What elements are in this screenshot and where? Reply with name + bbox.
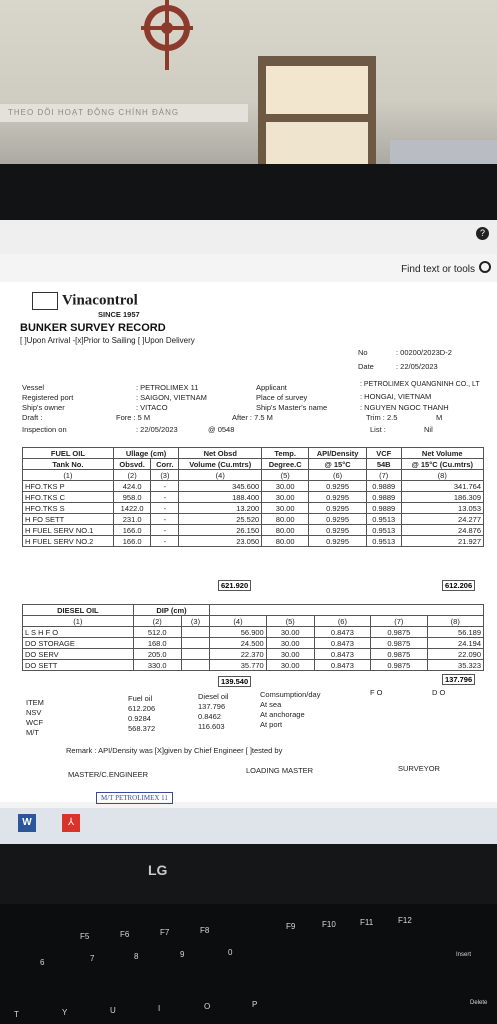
table-cell [181,627,210,638]
summary-value: Fuel oil [128,694,153,703]
key-0: 0 [228,948,233,957]
table-cell: 35.770 [210,660,266,671]
table-cell: 0.9889 [366,503,401,514]
key-i: I [158,1004,161,1013]
draft-label: Draft : [22,413,43,422]
search-icon [479,261,491,273]
table-cell: - [151,492,179,503]
summary-value: 612.206 [128,704,156,713]
table-cell: - [151,525,179,536]
table-cell: 0.9295 [309,492,367,503]
table-cell: 0.9513 [366,525,401,536]
no-label: No [358,348,368,357]
index-cell: (5) [266,616,314,627]
index-cell: (3) [151,470,179,481]
table-cell: 26.150 [179,525,262,536]
do-label: D O [432,688,446,697]
monitor-bezel [0,164,497,220]
table-cell: 186.309 [401,492,483,503]
table-cell: 231.0 [113,514,151,525]
table-cell: 0.9875 [371,660,427,671]
table-header-cell: 54B [366,459,401,470]
table-cell: 23.050 [179,536,262,547]
index-cell: (1) [23,616,134,627]
key-8: 8 [134,952,139,961]
table-header-cell: Ullage (cm) [113,448,179,459]
summary-items [26,698,44,738]
table-cell: H FO SETT [23,514,114,525]
diesel-oil-table [22,604,484,671]
key-delete: Delete [470,1000,488,1006]
summary-label: M/T [26,728,39,737]
table-cell: 80.00 [262,536,309,547]
table-cell: 0.9875 [371,649,427,660]
fo-label: F O [370,688,383,697]
help-circle-icon[interactable]: ? [476,227,489,240]
table-header-cell: Tank No. [23,459,114,470]
table-cell: 24.876 [401,525,483,536]
window [258,56,376,168]
find-tools-button[interactable] [401,260,491,275]
key-f6: F6 [120,930,130,939]
index-cell: (6) [309,470,367,481]
key-6: 6 [40,958,45,967]
master-value: : NGUYEN NGOC THANH [360,403,449,412]
index-cell: (2) [113,470,151,481]
summary-value: At port [260,720,283,729]
signature-surveyor: SURVEYOR [398,764,440,773]
trim-label: Trim : 2.5 [366,413,398,422]
table-cell: 25.520 [179,514,262,525]
table-row [23,481,484,492]
table-header-row [23,605,484,616]
key-p: P [252,1000,258,1009]
key-f12: F12 [398,916,412,925]
table-row [23,660,484,671]
table-cell: 30.00 [262,481,309,492]
table-cell: 0.8473 [314,638,370,649]
key-7: 7 [90,954,95,963]
summary-value: Diesel oil [198,692,229,701]
table-row [23,503,484,514]
signature-loading: LOADING MASTER [246,766,314,775]
table-cell: 0.9889 [366,492,401,503]
summary-label: NSV [26,708,42,717]
table-row [23,638,484,649]
summary-label: ITEM [26,698,44,707]
table-cell: HFO.TKS P [23,481,114,492]
summary-value: At anchorage [260,710,305,719]
do-total-net: 137.796 [442,674,475,685]
table-cell: 330.0 [133,660,181,671]
summary-value: 0.9284 [128,714,151,723]
taskbar [0,808,497,844]
ship-wheel-decoration [136,0,198,70]
table-cell: HFO.TKS C [23,492,114,503]
table-cell: 424.0 [113,481,151,492]
table-cell [181,660,210,671]
port-label: Registered port [22,393,74,402]
index-cell: (4) [210,616,266,627]
table-cell: 0.9295 [309,481,367,492]
table-index-row [23,616,484,627]
table-cell: H FUEL SERV NO.2 [23,536,114,547]
room-background [0,0,497,168]
table-header-cell: Degree.C [262,459,309,470]
index-cell: (6) [314,616,370,627]
table-header-cell: DIP (cm) [133,605,210,616]
table-cell: 21.927 [401,536,483,547]
table-cell: H FUEL SERV NO.1 [23,525,114,536]
table-cell: 205.0 [133,649,181,660]
table-header-row [23,459,484,470]
index-cell: (3) [181,616,210,627]
table-cell: 345.600 [179,481,262,492]
index-cell: (1) [23,470,114,481]
fuel-oil-summary [128,694,155,734]
document-page [0,282,497,802]
table-index-row [23,470,484,481]
do-total-obsd: 139.540 [218,676,251,687]
table-row [23,514,484,525]
table-cell: 0.9295 [309,514,367,525]
table-cell: 30.00 [266,649,314,660]
table-cell: 24.277 [401,514,483,525]
table-cell: DO SETT [23,660,134,671]
summary-value: 116.603 [198,722,225,731]
remark: Remark : API/Density was [X]given by Chief Engineer [ ]tested by [66,746,283,755]
table-row [23,627,484,638]
table-cell: 0.9875 [371,627,427,638]
table-header-cell: Corr. [151,459,179,470]
table-cell: 24.500 [210,638,266,649]
index-cell: (8) [427,616,483,627]
table-cell: 22.090 [427,649,483,660]
place-value: : HONGAI, VIETNAM [360,392,432,401]
table-cell: 512.0 [133,627,181,638]
vessel-value: : PETROLIMEX 11 [136,383,199,392]
draft-after-value: After : 7.5 M [232,413,273,422]
owner-label: Ship's owner [22,403,65,412]
table-cell: 166.0 [113,525,151,536]
table-cell: - [151,514,179,525]
table-row [23,492,484,503]
consumption-summary [260,690,320,730]
table-cell: - [151,503,179,514]
no-value: : 00200/2023D-2 [396,348,452,357]
port-value: : SAIGON, VIETNAM [136,393,207,402]
table-row [23,525,484,536]
table-cell: L S H F O [23,627,134,638]
inspection-label: Inspection on [22,425,67,434]
table-header-cell: API/Density [309,448,367,459]
acrobat-icon[interactable]: ⅄ [62,814,80,832]
table-cell: 0.9295 [309,503,367,514]
fuel-oil-table [22,447,484,547]
ship-stamp: M/T PETROLIMEX 11 [96,792,173,804]
table-cell: 22.370 [210,649,266,660]
table-cell: 188.400 [179,492,262,503]
key-9: 9 [180,950,185,959]
index-cell: (2) [133,616,181,627]
index-cell: (7) [371,616,427,627]
trim-unit: M [436,413,443,422]
table-cell: 30.00 [266,627,314,638]
table-cell: 30.00 [266,660,314,671]
vinacontrol-logo: Vinacontrol [32,292,138,310]
table-cell: 13.053 [401,503,483,514]
table-cell: 0.9875 [371,638,427,649]
logo-mark-icon [32,292,58,310]
table-cell: 168.0 [133,638,181,649]
date-label: Date [358,362,374,371]
table-header-cell: Volume (Cu.mtrs) [179,459,262,470]
table-cell: DO SERV [23,649,134,660]
key-f10: F10 [322,920,336,929]
inspection-date: : 22/05/2023 [136,425,178,434]
table-cell: 30.00 [262,492,309,503]
pdf-viewer-screen [0,220,497,828]
list-label: List : [370,425,386,434]
table-cell: 13.200 [179,503,262,514]
applicant-label: Applicant [256,383,287,392]
document-title: BUNKER SURVEY RECORD [20,322,166,334]
table-cell: 35.323 [427,660,483,671]
table-cell: 80.00 [262,514,309,525]
table-header-cell: @ 15°C [309,459,367,470]
logo-since: SINCE 1957 [98,310,140,319]
signature-master: MASTER/C.ENGINEER [68,770,149,779]
index-cell: (5) [262,470,309,481]
table-cell: 1422.0 [113,503,151,514]
table-cell: 166.0 [113,536,151,547]
wall-sign: THEO DÕI HOẠT ĐỘNG CHÍNH ĐÀNG [0,104,248,122]
table-header-cell: Net Obsd [179,448,262,459]
table-row [23,649,484,660]
place-label: Place of survey [256,393,308,402]
master-label: Ship's Master's name [256,403,328,412]
key-y: Y [62,1008,68,1017]
date-value: : 22/05/2023 [396,362,438,371]
table-cell: 0.9889 [366,481,401,492]
table-cell: 0.9513 [366,514,401,525]
index-cell: (7) [366,470,401,481]
summary-label: WCF [26,718,44,727]
table-cell: 958.0 [113,492,151,503]
viewer-toolbar [0,220,497,254]
fo-total-obsd: 621.920 [218,580,251,591]
key-u: U [110,1006,116,1015]
owner-value: : VITACO [136,403,168,412]
summary-value: 137.796 [198,702,226,711]
find-tools-label: Find text or tools [401,264,475,275]
key-t: T [14,1010,19,1019]
table-cell: 0.9295 [309,525,367,536]
table-cell: 80.00 [262,525,309,536]
table-header-cell: FUEL OIL [23,448,114,459]
table-cell [181,649,210,660]
document-subtitle: [ ]Upon Arrival -[x]Prior to Sailing [ ]Upon Delivery [20,336,195,345]
fo-total-net: 612.206 [442,580,475,591]
keyboard [0,904,497,1024]
table-header-cell: Obsvd. [113,459,151,470]
table-cell: - [151,536,179,547]
table-cell: HFO.TKS S [23,503,114,514]
table-header-cell: Temp. [262,448,309,459]
table-cell [181,638,210,649]
key-f5: F5 [80,932,90,941]
table-cell: 56.189 [427,627,483,638]
table-header-cell: VCF [366,448,401,459]
key-f11: F11 [360,918,374,927]
diesel-oil-summary [198,692,228,732]
table-cell: 24.194 [427,638,483,649]
table-cell: DO STORAGE [23,638,134,649]
key-insert: Insert [456,952,472,958]
table-cell: 0.8473 [314,660,370,671]
key-f8: F8 [200,926,210,935]
word-icon[interactable]: W [18,814,36,832]
table-header-row [23,448,484,459]
index-cell: (8) [401,470,483,481]
table-header-cell: @ 15°C (Cu.mtrs) [401,459,483,470]
key-f9: F9 [286,922,296,931]
table-cell: 0.8473 [314,627,370,638]
table-cell: 0.8473 [314,649,370,660]
table-row [23,536,484,547]
index-cell: (4) [179,470,262,481]
table-cell: 56.900 [210,627,266,638]
list-value: Nil [424,425,433,434]
table-header-cell: Net Volume [401,448,483,459]
table-cell: 30.00 [266,638,314,649]
applicant-value: : PETROLIMEX QUANGNINH CO., LT [360,381,480,388]
table-cell: 30.00 [262,503,309,514]
vessel-label: Vessel [22,383,45,392]
table-header-blank [210,605,484,616]
table-header-cell: DIESEL OIL [23,605,134,616]
summary-value: Comsumption/day [260,690,321,699]
key-f7: F7 [160,928,170,937]
summary-value: 0.8462 [198,712,221,721]
inspection-time: @ 0548 [208,425,235,434]
laptop-brand: LG [148,862,168,878]
table-cell: 341.764 [401,481,483,492]
summary-value: 568.372 [128,724,156,733]
summary-value: At sea [260,700,282,709]
monitor-bottom-bezel [0,844,497,904]
key-o: O [204,1002,211,1011]
draft-fore-value: Fore : 5 M [116,413,151,422]
table-cell: - [151,481,179,492]
table-cell: 0.9513 [366,536,401,547]
table-cell: 0.9295 [309,536,367,547]
